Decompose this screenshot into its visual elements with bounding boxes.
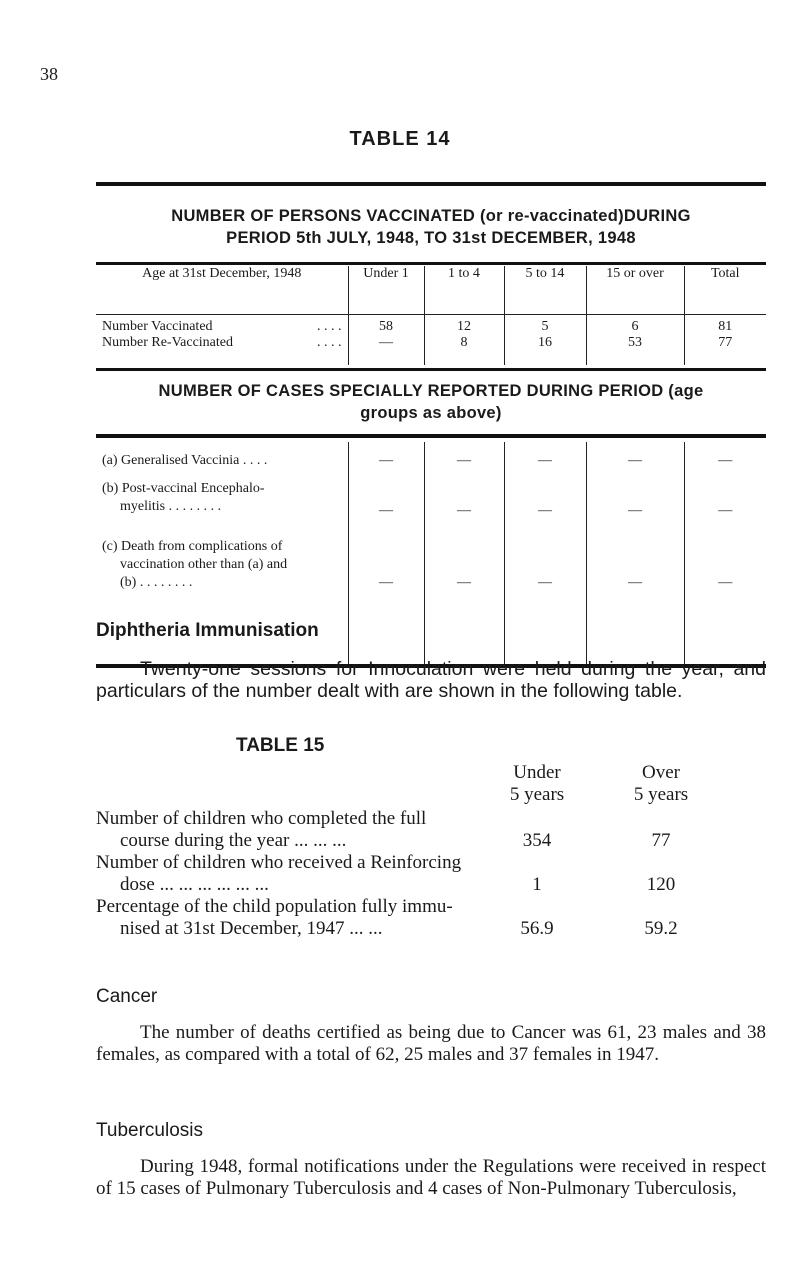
list-item: Percentage of the child population fully immu- xyxy=(96,896,453,917)
page-number: 38 xyxy=(40,64,58,84)
cell-value: 81 xyxy=(684,315,766,335)
cell-value: — xyxy=(504,530,586,664)
cell-value: — xyxy=(348,480,424,530)
cell-value: — xyxy=(684,442,766,480)
value-under-5: 56.9 xyxy=(520,918,554,939)
case-label: (b) Post-vaccinal Encephalo- xyxy=(102,481,265,496)
cell-value: 58 xyxy=(348,315,424,335)
diphtheria-paragraph: Twenty-one sessions for Innoculation were held during the year, and particulars of the number dealt with are shown in the following table. xyxy=(96,658,766,702)
cell-value: 8 xyxy=(424,335,504,365)
cell-value: 77 xyxy=(684,335,766,365)
col-header-5-to-14: 5 to 14 xyxy=(504,266,586,315)
rule-table-bottom xyxy=(96,368,766,371)
cases-heading: NUMBER OF CASES SPECIALLY REPORTED DURING PERIOD (age groups as above) xyxy=(158,382,704,422)
case-label: vaccination other than (a) and xyxy=(120,557,288,572)
cell-value: 12 xyxy=(424,315,504,335)
value-under-5: 354 xyxy=(522,830,552,851)
cell-value: — xyxy=(684,480,766,530)
list-item: dose ... ... ... ... ... ... 1 120 xyxy=(96,874,766,896)
table-row xyxy=(96,530,766,664)
row-label: Number Re-Vaccinated xyxy=(102,335,233,350)
table-14-title: TABLE 14 xyxy=(349,128,451,150)
cell-value: — xyxy=(424,530,504,664)
rule-top xyxy=(96,182,766,186)
cell-value: 53 xyxy=(586,335,684,365)
cell-value: — xyxy=(424,480,504,530)
cell-value: — xyxy=(504,480,586,530)
col-header-total: Total xyxy=(684,266,766,315)
col-under-5-header: Under 5 years xyxy=(509,762,565,805)
table-row xyxy=(96,480,766,530)
col-header-under-1: Under 1 xyxy=(348,266,424,315)
cell-value: 6 xyxy=(586,315,684,335)
cell-value: — xyxy=(586,530,684,664)
table-15 xyxy=(96,735,766,955)
rule-table-top xyxy=(96,262,766,265)
cancer-title: Cancer xyxy=(96,986,158,1007)
cell-value: 5 xyxy=(504,315,586,335)
list-item: nised at 31st December, 1947 ... ... 56.9 59.2 xyxy=(96,918,766,940)
table-row xyxy=(96,442,766,480)
table-header-row xyxy=(96,266,766,315)
table-row: Number Re-Vaccinated . . . . — 8 16 53 77 xyxy=(96,335,766,365)
col-header-age: Age at 31st December, 1948 xyxy=(142,266,302,281)
diphtheria-title: Diphtheria Immunisation xyxy=(96,620,319,641)
value-over-5: 77 xyxy=(651,830,671,851)
cell-value: 16 xyxy=(504,335,586,365)
cell-value: — xyxy=(586,480,684,530)
value-over-5: 120 xyxy=(646,874,676,895)
tuberculosis-paragraph: During 1948, formal notifications under the Regulations were received in respect of 15 cases of Pulmonary Tuberculosis and 4 cases of Non-Pulmonary Tuberculosis, xyxy=(96,1156,766,1199)
case-label: (a) Generalised Vaccinia . . . . xyxy=(102,453,268,468)
rule-cases-top xyxy=(96,434,766,438)
case-label: (b) . . . . . . . . xyxy=(120,575,193,590)
value-under-5: 1 xyxy=(532,874,542,895)
list-item: Number of children who completed the full xyxy=(96,808,427,829)
cell-value: — xyxy=(504,442,586,480)
case-label: (c) Death from complications of xyxy=(102,539,283,554)
cancer-paragraph: The number of deaths certified as being due to Cancer was 61, 23 males and 38 females, as compared with a total of 62, 25 males and 37 females in 1947. xyxy=(96,1022,766,1065)
vaccination-heading: NUMBER OF PERSONS VACCINATED (or re-vaccinated)DURING PERIOD 5th JULY, 1948, TO 31st DECEMBER, 1948 xyxy=(171,207,691,247)
vaccination-table xyxy=(96,266,766,365)
cell-value: — xyxy=(424,442,504,480)
tuberculosis-title: Tuberculosis xyxy=(96,1120,204,1141)
value-over-5: 59.2 xyxy=(644,918,678,939)
cell-value: — xyxy=(586,442,684,480)
cell-value: — xyxy=(348,530,424,664)
col-over-5-header: Over 5 years xyxy=(633,762,689,805)
list-item: course during the year ... ... ... 354 77 xyxy=(96,830,766,852)
cell-value: — xyxy=(348,442,424,480)
table-row: Number Vaccinated . . . . 58 12 5 6 81 xyxy=(96,315,766,335)
case-label: myelitis . . . . . . . . xyxy=(120,499,222,514)
table-15-title: TABLE 15 xyxy=(236,735,325,756)
col-header-15-or-over: 15 or over xyxy=(586,266,684,315)
cell-value: — xyxy=(684,530,766,664)
col-header-1-to-4: 1 to 4 xyxy=(424,266,504,315)
cell-value: — xyxy=(348,335,424,365)
list-item: Number of children who received a Reinforcing xyxy=(96,852,462,873)
row-label: Number Vaccinated xyxy=(102,319,213,334)
